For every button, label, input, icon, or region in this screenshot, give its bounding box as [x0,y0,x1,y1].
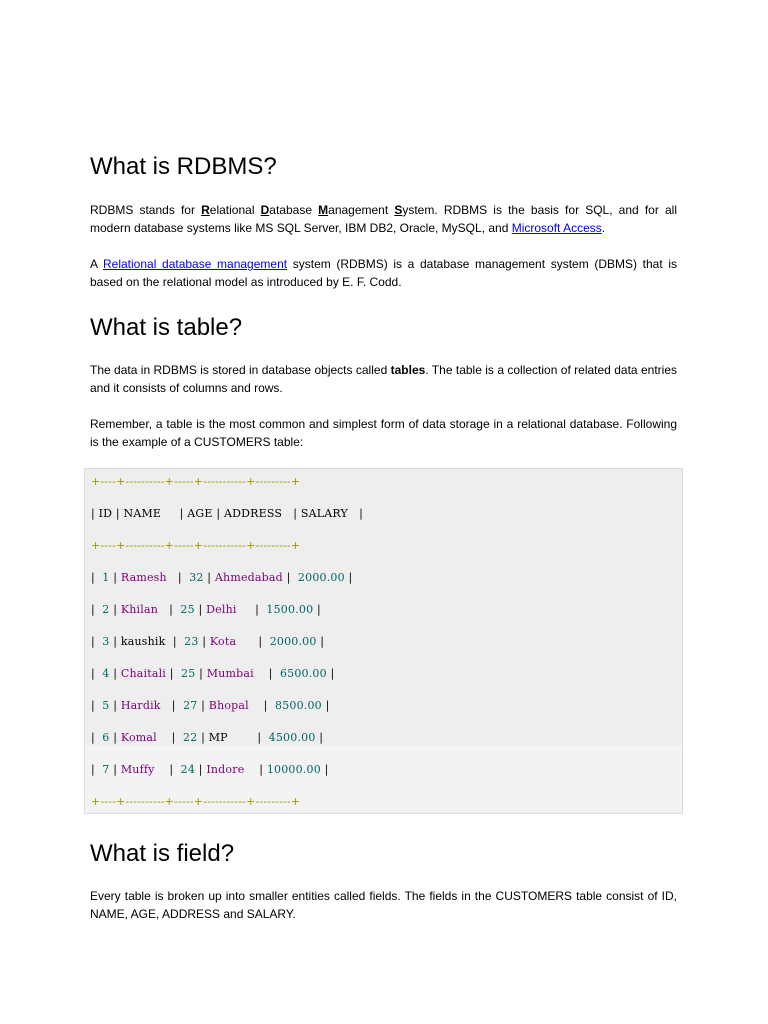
text: elational [209,203,261,217]
heading-what-is-field: What is field? [90,840,235,867]
table-border-bottom: +----+----------+-----+-----------+---------+ [91,795,301,808]
text: system (RDBMS) is a database management system (DBMS) that is based on the relational model as introduced by E. F. Codd. [90,257,677,289]
text: . The table is a collection of related data entries and it consists of columns and rows. [90,363,677,395]
field-paragraph-1: Every table is broken up into smaller entities called fields. The fields in the CUSTOMERS table consist of ID, NAME, AGE, ADDRESS and SALARY. [90,889,677,921]
table-paragraph-1 [90,362,677,397]
text: . [601,220,606,235]
table-row: | 2 | Khilan | 25 | Delhi | 1500.00 | [91,603,321,616]
table-row: | 3 | kaushik | 23 | Kota | 2000.00 | [91,635,325,648]
text: RDBMS stands for [90,203,202,217]
bold-tables: tables [390,363,426,377]
letter-r: R [201,203,210,217]
rdbms-paragraph-1 [90,202,677,237]
text: anagement [328,203,395,217]
table-paragraph-2: Remember, a table is the most common and simplest form of data storage in a relational database. Following is the example of a CUSTOMERS table: [90,417,677,449]
table-row: | 4 | Chaitali | 25 | Mumbai | 6500.00 | [91,667,335,680]
table-row: | 1 | Ramesh | 32 | Ahmedabad | 2000.00 | [91,571,353,584]
table-row: | 6 | Komal | 22 | MP | 4500.00 | [91,731,324,744]
table-border-mid: +----+----------+-----+-----------+---------+ [91,539,301,552]
text: A [90,257,103,271]
letter-m: M [318,203,329,217]
text: The data in RDBMS is stored in database objects called [90,363,391,377]
table-header-row: | ID | NAME | AGE | ADDRESS | SALARY | [91,507,363,520]
relational-database-management-link[interactable]: Relational database management [103,257,288,271]
table-border-top: +----+----------+-----+-----------+---------+ [91,475,301,488]
rdbms-paragraph-2 [90,256,677,291]
table-row: | 7 | Muffy | 24 | Indore | 10000.00 | [91,763,329,776]
heading-what-is-rdbms: What is RDBMS? [90,153,277,180]
heading-what-is-table: What is table? [90,314,243,341]
microsoft-access-link[interactable]: Microsoft Access [511,220,602,235]
table-row: | 5 | Hardik | 27 | Bhopal | 8500.00 | [91,699,330,712]
text: ystem. RDBMS is the basis for SQL, and for all modern database systems like MS SQL Server, IBM DB2, Oracle, MySQL, and [90,203,677,235]
letter-s: S [394,203,403,217]
letter-d: D [260,203,270,217]
text: atabase [269,203,319,217]
customers-table-code-block [84,468,683,814]
